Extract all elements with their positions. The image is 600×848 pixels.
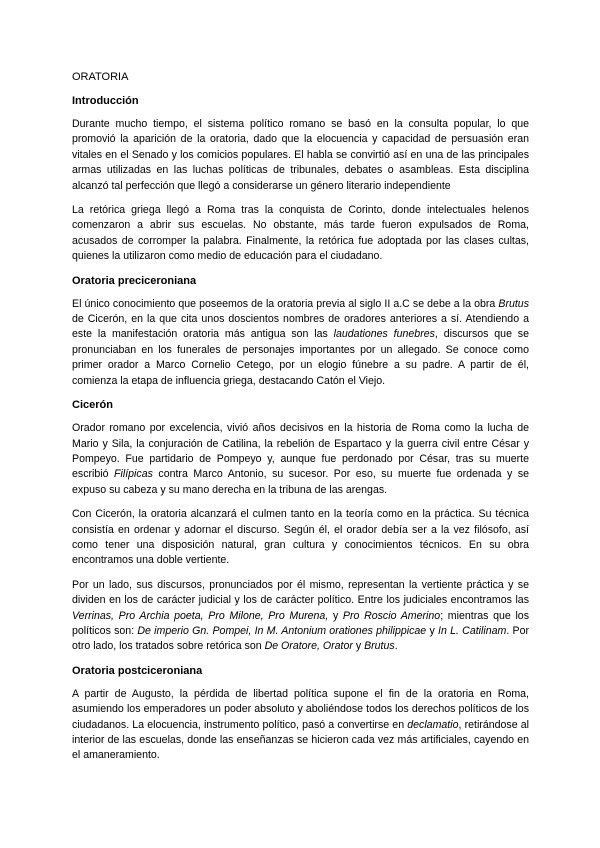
italic-title: laudationes funebres xyxy=(333,328,435,341)
paragraph: El único conocimiento que poseemos de la oratoria previa al siglo II a.C se debe a la obra Brutus de Cicerón, en la que cita unos doscientos nombres de oradores anteriores a sí. Atendiendo a este la manifestación oratoria más antigua son las laudationes funebres, discursos que se pronunciaban en los funerales de personajes importantes por un allegado. Se conoce como primer orador a Marco Cornelio Cetego, por un elogio fúnebre a su padre. A partir de él, comienza la etapa de influencia griega, destacando Catón el Viejo. xyxy=(72,297,529,387)
italic-title: declamatio xyxy=(407,718,459,731)
italic-title: De Oratore, Orator xyxy=(264,640,353,653)
italic-title: Filípicas xyxy=(114,468,153,481)
document-title: ORATORIA xyxy=(72,71,129,83)
section-heading: Oratoria preciceroniana xyxy=(72,274,197,287)
italic-title: De imperio Gn. Pompei, In M. Antonium orationes philippicae xyxy=(137,624,427,637)
italic-title: Verrinas, Pro Archia poeta, Pro Milone, Pro Murena, xyxy=(72,609,329,622)
paragraph: Por un lado, sus discursos, pronunciados por él mismo, representan la vertiente práctica y se dividen en los de carácter judicial y los de carácter político. Entre los judiciales encontramos las Verrinas, Pro Archia poeta, Pro Milone, Pro Murena, y Pro Roscio Amerino; mientras que los políticos son: De imperio Gn. Pompei, In M. Antonium orationes philippicae y In L. Catilinam. Por otro lado, los tratados sobre retórica son De Oratore, Orator y Brutus. xyxy=(72,578,530,653)
paragraph: Con Cicerón, la oratoria alcanzará el culmen tanto en la teoría como en la práctica. Su técnica consistía en ordenar y adornar el discurso. Según él, el orador debía ser a la vez filósofo, así como tener una disposición natural, gran cultura y conocimientos técnicos. En su obra encontramos una doble vertiente. xyxy=(72,508,529,567)
section-heading: Oratoria postciceroniana xyxy=(72,664,203,677)
paragraph: A partir de Augusto, la pérdida de libertad política supone el fin de la oratoria en Roma, asumiendo los emperadores un poder absoluto y aboliéndose todos los derechos políticos de los ciudadanos. La elocuencia, instrumento político, pasó a convertirse en declamatio, retirándose al interior de las escuelas, donde las enseñanzas se hicieron cada vez más artificiales, cayendo en el amaneramiento. xyxy=(72,687,529,762)
paragraph: Durante mucho tiempo, el sistema político romano se basó en la consulta popular, lo que promovió la aparición de la oratoria, dado que la elocuencia y capacidad de persuasión eran vitales en el Senado y los comicios populares. El habla se convirtió así en una de las principales armas utilizadas en las luchas políticas de tribunales, debates o asambleas. Esta disciplina alcanzó tal perfección que llegó a considerarse un género literario independiente xyxy=(72,118,529,192)
document-body xyxy=(72,94,529,764)
section-heading: Introducción xyxy=(72,95,139,107)
italic-title: Brutus xyxy=(498,297,529,310)
italic-title: In L. Catilinam xyxy=(438,624,507,637)
italic-title: Pro Roscio Amerino xyxy=(342,609,441,622)
paragraph: La retórica griega llegó a Roma tras la conquista de Corinto, donde intelectuales helenos comenzaron a abrir sus escuelas. No obstante, más tarde fueron expulsados de Roma, acusados de corromper la palabra. Finalmente, la retórica fue adoptada por las clases cultas, quienes la utilizaron como medio de educación para el ciudadano. xyxy=(72,204,529,263)
section-heading: Cicerón xyxy=(72,399,113,412)
italic-title: Brutus xyxy=(364,640,395,653)
paragraph: Orador romano por excelencia, vivió años decisivos en la historia de Roma como la lucha de Mario y Sila, la conjuración de Catilina, la rebelión de Espartaco y la guerra civil entre César y Pompeyo. Fue partidario de Pompeyo y, aunque fue perdonado por César, tras su muerte escribió Filípicas contra Marco Antonio, su sucesor. Por eso, su muerte fue ordenada y se expuso su cabeza y su mano derecha en la tribuna de las arengas. xyxy=(72,422,530,496)
